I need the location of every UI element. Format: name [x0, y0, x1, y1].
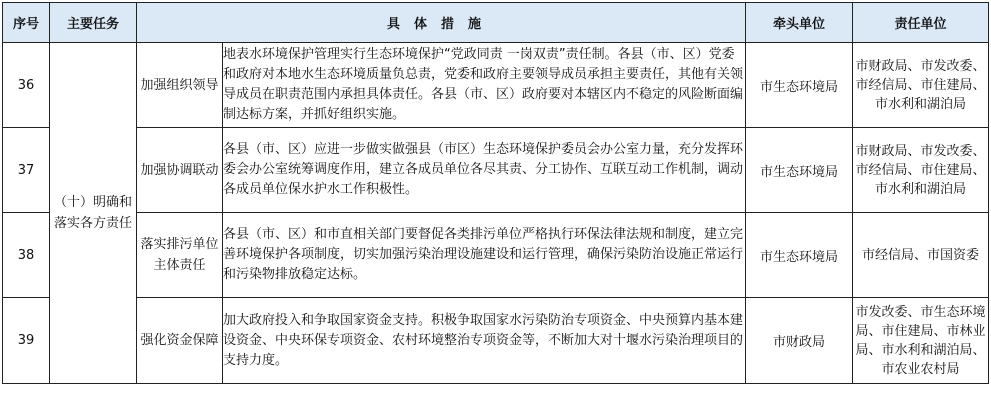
seq-cell: 37	[3, 128, 50, 213]
table-row	[3, 298, 989, 384]
table-row	[3, 43, 989, 128]
lead-unit-cell: 市生态环境局	[746, 43, 853, 128]
lead-unit-cell: 市生态环境局	[746, 213, 853, 298]
resp-unit-cell: 市财政局、市发改委、市经信局、市住建局、市水利和湖泊局	[853, 128, 989, 213]
resp-unit-cell: 市经信局、市国资委	[853, 213, 989, 298]
header-task: 主要任务	[50, 3, 137, 43]
header-row	[3, 3, 989, 43]
seq-cell: 38	[3, 213, 50, 298]
measure-cell: 各县（市、区）应进一步做实做强县（市区）生态环境保护委员会办公室力量，充分发挥环委会办公室统筹调度作用，建立各成员单位各尽其责、分工协作、互联互动工作机制，调动各成员单位保水护水工作积极性。	[223, 128, 746, 213]
measure-cell: 加大政府投入和争取国家资金支持。积极争取国家水污染防治专项资金、中央预算内基本建设资金、中央环保专项资金、农村环境整治专项资金等，不断加大对十堰水污染治理项目的支持力度。	[223, 298, 746, 384]
task-cell: 加强协调联动	[137, 128, 223, 213]
group-task-cell: （十）明确和落实各方责任	[50, 43, 137, 384]
task-cell: 加强组织领导	[137, 43, 223, 128]
header-seq: 序号	[3, 3, 50, 43]
measure-cell: 各县（市、区）和市直相关部门要督促各类排污单位严格执行环保法律法规和制度，建立完善环境保护各项制度，切实加强污染治理设施建设和运行管理，确保污染防治设施正常运行和污染物排放稳定达标。	[223, 213, 746, 298]
seq-cell: 39	[3, 298, 50, 384]
seq-cell: 36	[3, 43, 50, 128]
header-measure: 具体措施	[137, 3, 746, 43]
header-lead: 牵头单位	[746, 3, 853, 43]
lead-unit-cell: 市财政局	[746, 298, 853, 384]
resp-unit-cell: 市财政局、市发改委、市经信局、市住建局、市水利和湖泊局	[853, 43, 989, 128]
resp-unit-cell: 市发改委、市生态环境局、市住建局、市林业局、市水利和湖泊局、市农业农村局	[853, 298, 989, 384]
task-cell: 落实排污单位主体责任	[137, 213, 223, 298]
header-resp: 责任单位	[853, 3, 989, 43]
table-row	[3, 213, 989, 298]
task-table	[2, 2, 989, 384]
measure-cell: 地表水环境保护管理实行生态环境保护“党政同责 一岗双责”责任制。各县（市、区）党委和政府对本地水生态环境质量负总责，党委和政府主要领导成员承担主要责任，其他有关领导成员在职责范围内承担具体责任。各县（市、区）政府要对本辖区内不稳定的风险断面编制达标方案，并抓好组织实施。	[223, 43, 746, 128]
table-row	[3, 128, 989, 213]
lead-unit-cell: 市生态环境局	[746, 128, 853, 213]
task-cell: 强化资金保障	[137, 298, 223, 384]
